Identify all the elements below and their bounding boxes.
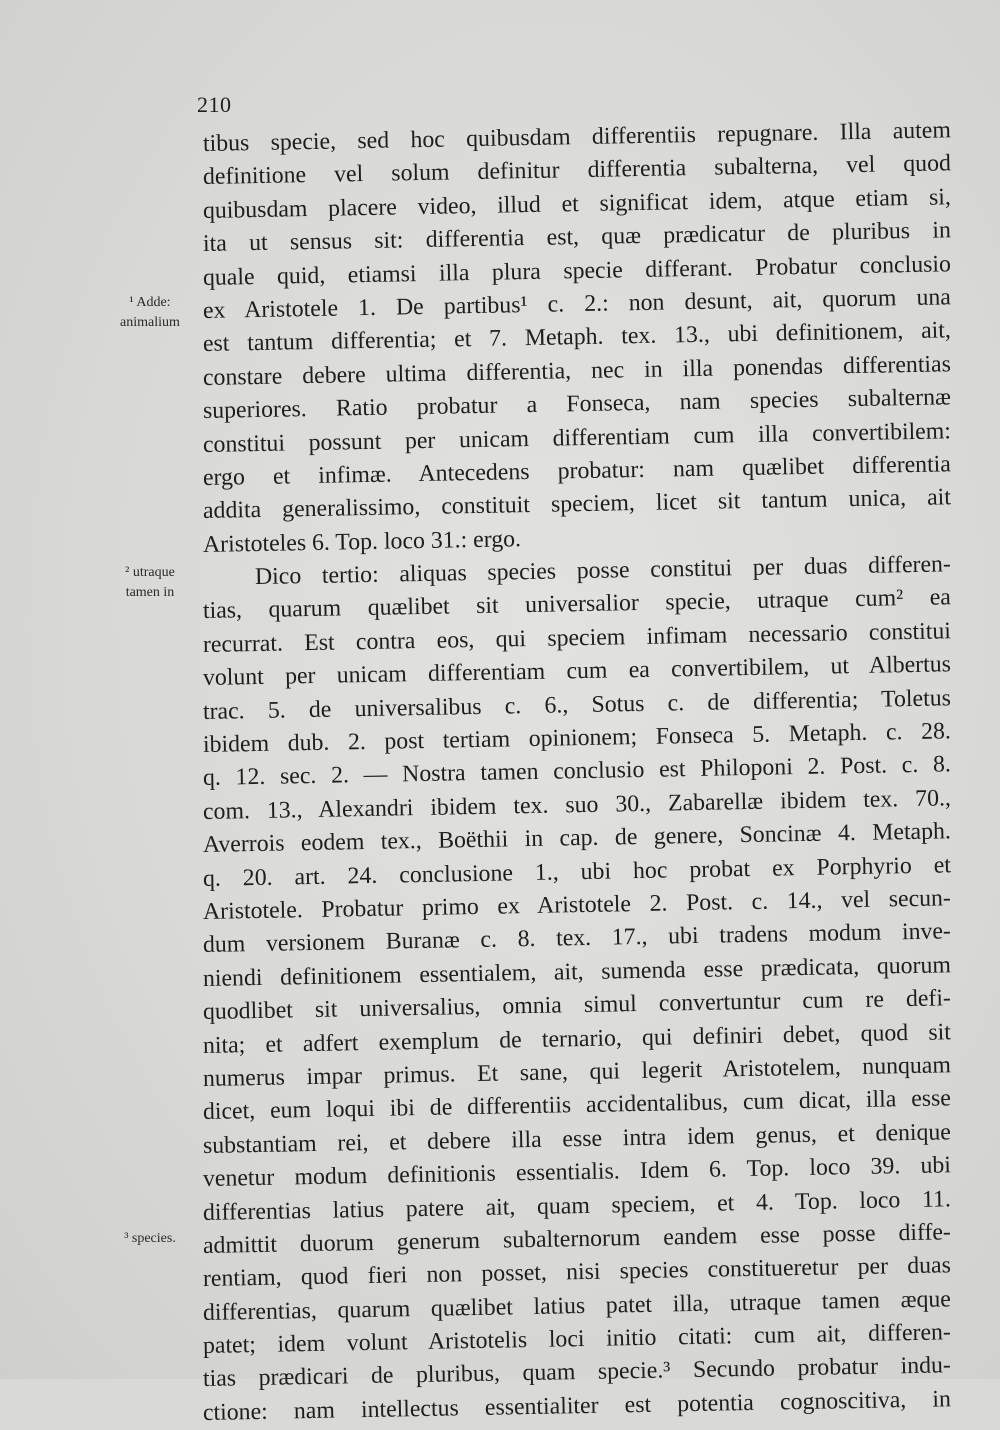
text-line: est tantum differentia; et 7. Metaph. tex. 13., ubi definitionem, ait, xyxy=(202,317,952,358)
text-line: Dico tertio: aliquas species posse constitui per duas differen- xyxy=(254,551,952,591)
text-line: trac. 5. de universalibus c. 6., Sotus c. de differentia; Toletus xyxy=(202,684,952,725)
text-line: niendi definitionem essentialem, ait, sumenda esse prædicata, quorum xyxy=(202,952,952,992)
text-line: tias prædicari de pluribus, quam specie.³ Secundo probatur indu- xyxy=(202,1352,952,1393)
text-line: quale quid, etiamsi illa plura specie differant. Probatur conclusio xyxy=(202,250,952,291)
text-line: substantiam rei, et debere illa esse intra idem genus, et denique xyxy=(202,1119,952,1159)
text-line: tias, quarum quælibet sit universalior specie, utraque cum² ea xyxy=(202,584,952,625)
text-line: q. 20. art. 24. conclusione 1., ubi hoc probat ex Porphyrio et xyxy=(202,851,952,892)
text-line: differentias latius patere ait, quam speciem, et 4. Top. loco 11. xyxy=(202,1185,952,1226)
text-line: recurrat. Est contra eos, qui speciem infimam necessario constitui xyxy=(202,618,952,658)
text-line: com. 13., Alexandri ibidem tex. suo 30., Zabarellæ ibidem tex. 70., xyxy=(202,785,952,825)
text-line: rentiam, quod fieri non posset, nisi species constitueretur per duas xyxy=(202,1252,952,1293)
text-line: patet; idem volunt Aristotelis loci initio citati: cum ait, differen- xyxy=(202,1319,952,1360)
text-line: superiores. Ratio probatur a Fonseca, nam species subalternæ xyxy=(202,384,952,425)
text-line: addita generalissimo, constituit speciem, licet sit tantum unica, ait xyxy=(202,484,952,525)
text-line: constitui possunt per unicam differentiam cum illa convertibilem: xyxy=(202,417,952,458)
text-line: numerus impar primus. Et sane, qui legerit Aristotelem, nunquam xyxy=(202,1052,952,1092)
text-line: ex Aristotele 1. De partibus¹ c. 2.: non desunt, ait, quorum una xyxy=(202,284,952,324)
page-number: 210 xyxy=(197,92,232,117)
text-line: ergo et infimæ. Antecedens probatur: nam quælibet differentia xyxy=(202,451,952,491)
margin-note-3: ³ species. xyxy=(124,1231,176,1246)
text-line: ita ut sensus sit: differentia est, quæ prædicatur de pluribus in xyxy=(202,217,952,258)
body-text xyxy=(202,117,952,1430)
text-line: constare debere ultima differentia, nec in illa ponendas differentias xyxy=(202,351,952,391)
text-line: quibusdam placere video, illud et significat idem, atque etiam si, xyxy=(202,184,952,224)
text-line: dum versionem Buranæ c. 8. tex. 17., ubi tradens modum inve- xyxy=(202,918,952,959)
text-line: admittit duorum generum subalternorum eandem esse posse diffe- xyxy=(202,1219,952,1259)
text-line: quodlibet sit universalius, omnia simul convertuntur cum re defi- xyxy=(202,985,952,1026)
text-line: Averrois eodem tex., Boëthii in cap. de genere, Soncinæ 4. Metaph. xyxy=(202,818,952,859)
text-line: ctione: nam intellectus essentialiter est potentia cognoscitiva, in xyxy=(202,1386,952,1426)
text-line: Aristoteles 6. Top. loco 31.: ergo. xyxy=(202,525,522,558)
text-line: definitione vel solum definitur differentia subalterna, vel quod xyxy=(202,150,952,191)
text-line: differentias, quarum quælibet latius patet illa, utraque tamen æque xyxy=(202,1285,952,1326)
margin-note-2: ² utraque tamen in xyxy=(125,565,175,600)
margin-note-1: ¹ Adde: animalium xyxy=(120,295,180,330)
text-line: q. 12. sec. 2. — Nostra tamen conclusio est Philoponi 2. Post. c. 8. xyxy=(202,751,952,792)
text-line: Aristotele. Probatur primo ex Aristotele 2. Post. c. 14., vel secun- xyxy=(202,885,952,925)
text-line: nita; et adfert exemplum de ternario, qui definiri debet, quod sit xyxy=(202,1018,952,1059)
text-line: volunt per unicam differentiam cum ea convertibilem, ut Albertus xyxy=(202,651,952,692)
text-line: venetur modum definitionis essentialis. Idem 6. Top. loco 39. ubi xyxy=(202,1152,952,1193)
text-line: ibidem dub. 2. post tertiam opinionem; Fonseca 5. Metaph. c. 28. xyxy=(202,718,952,759)
text-line: tibus specie, sed hoc quibusdam differentiis repugnare. Illa autem xyxy=(202,117,952,157)
text-line: dicet, eum loqui ibi de differentiis accidentalibus, cum dicat, illa esse xyxy=(202,1085,952,1126)
